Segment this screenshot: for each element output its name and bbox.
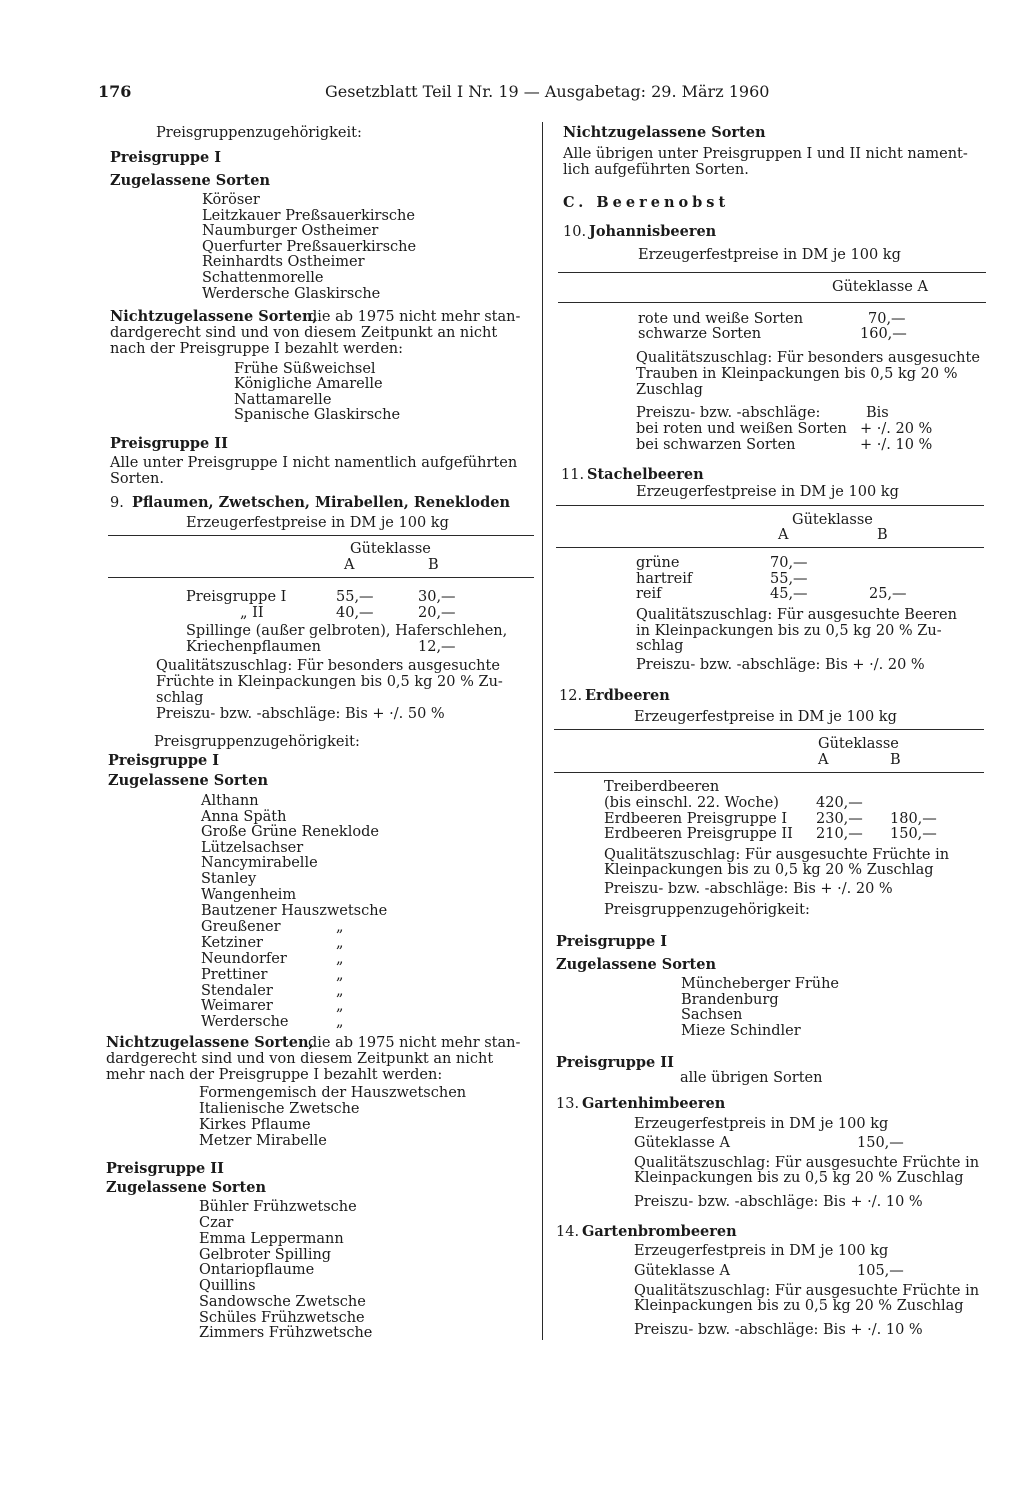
list-item: Stendaler [201,983,273,999]
table-cell: 210,— [816,826,863,842]
list-item: Sandowsche Zwetsche [199,1294,366,1310]
list-item: Mieze Schindler [681,1023,801,1039]
table-row-label: rote und weiße Sorten [638,311,804,327]
list-item: Naumburger Ostheimer [202,223,379,239]
table-row-label: „ II [240,605,264,621]
paragraph-line: Qualitätszuschlag: Für besonders ausgesuchte [156,658,500,674]
table-rule [558,272,986,273]
paragraph-line: Alle übrigen unter Preisgruppen I und II nicht nament- [563,146,968,162]
price-unit-caption: Erzeugerfestpreise in DM je 100 kg [634,709,897,725]
page-number: 176 [98,82,132,101]
price-group-2-heading: Preisgruppe II [110,435,228,452]
paragraph-line: die ab 1975 nicht mehr stan- [308,1035,521,1051]
ditto-mark: „ [336,998,344,1014]
ditto-mark: „ [336,919,344,935]
page-header-title: Gesetzblatt Teil I Nr. 19 — Ausgabetag: 29. März 1960 [325,82,770,101]
section-title: Erdbeeren [585,687,670,704]
section-c-heading: C. Beerenobst [563,194,730,211]
column-header-b: B [890,752,901,768]
surcharge-line: Preiszu- bzw. -abschläge: Bis + ·/. 50 % [156,706,445,722]
list-item: Wangenheim [201,887,297,903]
section-title: Gartenbrombeeren [582,1223,737,1240]
list-item: Schüles Frühzwetsche [199,1310,365,1326]
approved-varieties-heading: Zugelassene Sorten [110,172,271,189]
not-approved-heading: Nichtzugelassene Sorten, [110,308,318,325]
paragraph-line: schlag [156,690,204,706]
paragraph-line: nach der Preisgruppe I bezahlt werden: [110,341,404,357]
ditto-mark: „ [336,935,344,951]
surcharge-value: + ·/. 10 % [860,437,933,453]
list-item: Brandenburg [681,992,779,1008]
column-header-a: A [778,527,789,543]
list-item: Czar [199,1215,234,1231]
price-group-2-heading: Preisgruppe II [106,1160,224,1177]
table-cell: 20,— [418,605,456,621]
list-item: Greußener [201,919,281,935]
list-item: Gelbroter Spilling [199,1247,332,1263]
list-item: Bühler Frühzwetsche [199,1199,357,1215]
table-rule [554,729,984,730]
surcharge-value: + ·/. 20 % [860,421,933,437]
table-rule [108,577,534,578]
table-cell: 180,— [890,811,937,827]
table-row-label: schwarze Sorten [638,326,762,342]
table-row-label: reif [636,586,662,602]
list-item: Ketziner [201,935,263,951]
list-item: Metzer Mirabelle [199,1133,327,1149]
table-row-label: Spillinge (außer gelbroten), Haferschlehen, [186,623,508,639]
paragraph-line: Alle unter Preisgruppe I nicht namentlich aufgeführten [110,455,518,471]
table-cell: 55,— [770,571,808,587]
column-header-a: A [818,752,829,768]
paragraph-line: alle übrigen Sorten [680,1070,823,1086]
section-title: Pflaumen, Zwetschen, Mirabellen, Renekloden [132,494,510,511]
paragraph-line: Trauben in Kleinpackungen bis 0,5 kg 20 % [636,366,958,382]
list-item: Stanley [201,871,257,887]
paragraph-line: Sorten. [110,471,164,487]
paragraph-line: Kleinpackungen bis zu 0,5 kg 20 % Zuschlag [604,862,934,878]
list-item: Anna Späth [201,809,287,825]
section-number: 11. [561,467,585,483]
column-divider [542,122,543,1340]
surcharge-line: Preiszu- bzw. -abschläge: Bis + ·/. 10 % [634,1322,923,1338]
table-rule [556,547,984,548]
surcharge-line: Preiszu- bzw. -abschläge: Bis + ·/. 20 % [604,881,893,897]
list-item: Bautzener Hauszwetsche [201,903,388,919]
list-item: Müncheberger Frühe [681,976,840,992]
section-title: Gartenhimbeeren [582,1095,726,1112]
section-title: Johannisbeeren [589,223,717,240]
section-number: 13. [556,1096,580,1112]
paragraph-line: dardgerecht sind und von diesem Zeitpunkt an nicht [110,325,498,341]
list-item: Quillins [199,1278,256,1294]
table-row-label: Erdbeeren Preisgruppe II [604,826,793,842]
section-number: 14. [556,1224,580,1240]
list-item: Prettiner [201,967,268,983]
price-unit-caption: Erzeugerfestpreise in DM je 100 kg [186,515,449,531]
list-item: Querfurter Preßsauerkirsche [202,239,417,255]
list-item: Sachsen [681,1007,743,1023]
price-unit-caption: Erzeugerfestpreise in DM je 100 kg [638,247,901,263]
section-number: 9. [110,495,124,511]
ditto-mark: „ [336,967,344,983]
table-rule [556,505,984,506]
paragraph-line: Qualitätszuschlag: Für ausgesuchte Früchte in [634,1283,980,1299]
quality-class-heading: Güteklasse [350,541,431,557]
quality-class-heading: Güteklasse [792,512,873,528]
table-row-label: Preisgruppe I [186,589,287,605]
price-group-title: Preisgruppenzugehörigkeit: [156,125,362,141]
table-cell: 25,— [869,586,907,602]
surcharge-label: bei roten und weißen Sorten [636,421,847,437]
paragraph-line: dardgerecht sind und von diesem Zeitpunkt an nicht [106,1051,494,1067]
paragraph-line: Zuschlag [636,382,703,398]
table-row-label: Erdbeeren Preisgruppe I [604,811,788,827]
quality-class-label: Güteklasse A [634,1263,730,1279]
table-cell: 70,— [868,311,906,327]
paragraph-line: Kleinpackungen bis zu 0,5 kg 20 % Zuschlag [634,1170,964,1186]
list-item: Reinhardts Ostheimer [202,254,365,270]
price-group-1-heading: Preisgruppe I [110,149,222,166]
paragraph-line: Kleinpackungen bis zu 0,5 kg 20 % Zuschlag [634,1298,964,1314]
table-cell: 45,— [770,586,808,602]
table-rule [108,535,534,536]
table-cell: 420,— [816,795,863,811]
not-approved-heading: Nichtzugelassene Sorten [563,124,766,141]
table-cell: 12,— [418,639,456,655]
price-group-1-heading: Preisgruppe I [108,752,220,769]
list-item: Weimarer [201,998,273,1014]
table-cell: 55,— [336,589,374,605]
quality-class-label: Güteklasse A [634,1135,730,1151]
column-header-b: B [877,527,888,543]
paragraph-line: Qualitätszuschlag: Für besonders ausgesuchte [636,350,980,366]
paragraph-line: in Kleinpackungen bis zu 0,5 kg 20 % Zu- [636,623,942,639]
section-title: Stachelbeeren [587,466,704,483]
list-item: Ontariopflaume [199,1262,315,1278]
table-row-label: (bis einschl. 22. Woche) [604,795,779,811]
surcharge-label: bei schwarzen Sorten [636,437,796,453]
list-item: Königliche Amarelle [234,376,383,392]
list-item: Emma Leppermann [199,1231,344,1247]
price-group-title: Preisgruppenzugehörigkeit: [154,734,360,750]
quality-class-heading: Güteklasse [818,736,899,752]
list-item: Schattenmorelle [202,270,324,286]
list-item: Spanische Glaskirsche [234,407,401,423]
quality-class-heading: Güteklasse A [832,279,928,295]
price-unit-caption: Erzeugerfestpreis in DM je 100 kg [634,1243,889,1259]
table-rule [558,302,986,303]
price-value: 150,— [857,1135,904,1151]
table-cell: 160,— [860,326,907,342]
table-row-label: Kriechenpflaumen [186,639,321,655]
ditto-mark: „ [336,983,344,999]
list-item: Althann [201,793,259,809]
paragraph-line: mehr nach der Preisgruppe I bezahlt werden: [106,1067,443,1083]
list-item: Werdersche Glaskirsche [202,286,381,302]
table-rule [554,772,984,773]
list-item: Köröser [202,192,260,208]
surcharge-line: Preiszu- bzw. -abschläge: Bis + ·/. 10 % [634,1194,923,1210]
section-number: 12. [559,688,583,704]
surcharge-label: Preiszu- bzw. -abschläge: [636,405,821,421]
price-group-title: Preisgruppenzugehörigkeit: [604,902,810,918]
paragraph-line: lich aufgeführten Sorten. [563,162,749,178]
table-cell: 70,— [770,555,808,571]
paragraph-line: Qualitätszuschlag: Für ausgesuchte Beeren [636,607,957,623]
price-unit-caption: Erzeugerfestpreis in DM je 100 kg [634,1116,889,1132]
list-item: Lützelsachser [201,840,304,856]
column-header-b: B [428,557,439,573]
section-number: 10. [563,224,587,240]
not-approved-heading: Nichtzugelassene Sorten, [106,1034,314,1051]
ditto-mark: „ [336,951,344,967]
list-item: Kirkes Pflaume [199,1117,311,1133]
list-item: Werdersche [201,1014,289,1030]
approved-varieties-heading: Zugelassene Sorten [556,956,717,973]
list-item: Leitzkauer Preßsauerkirsche [202,208,415,224]
table-row-label: grüne [636,555,680,571]
price-value: 105,— [857,1263,904,1279]
paragraph-line: Qualitätszuschlag: Für ausgesuchte Früchte in [604,847,950,863]
list-item: Nattamarelle [234,392,332,408]
price-unit-caption: Erzeugerfestpreise in DM je 100 kg [636,484,899,500]
paragraph-line: Qualitätszuschlag: Für ausgesuchte Früchte in [634,1155,980,1171]
column-header-a: A [344,557,355,573]
table-cell: 30,— [418,589,456,605]
table-cell: 40,— [336,605,374,621]
table-row-label: Treiberdbeeren [604,779,720,795]
list-item: Nancymirabelle [201,855,318,871]
list-item: Formengemisch der Hauszwetschen [199,1085,467,1101]
price-group-2-heading: Preisgruppe II [556,1054,674,1071]
surcharge-value: Bis [866,405,889,421]
paragraph-line: schlag [636,638,684,654]
table-cell: 230,— [816,811,863,827]
paragraph-line: Früchte in Kleinpackungen bis 0,5 kg 20 % Zu- [156,674,503,690]
table-cell: 150,— [890,826,937,842]
approved-varieties-heading: Zugelassene Sorten [108,772,269,789]
list-item: Zimmers Frühzwetsche [199,1325,373,1341]
ditto-mark: „ [336,1014,344,1030]
price-group-1-heading: Preisgruppe I [556,933,668,950]
table-row-label: hartreif [636,571,693,587]
list-item: Italienische Zwetsche [199,1101,360,1117]
approved-varieties-heading: Zugelassene Sorten [106,1179,267,1196]
paragraph-line: die ab 1975 nicht mehr stan- [308,309,521,325]
list-item: Große Grüne Reneklode [201,824,379,840]
list-item: Frühe Süßweichsel [234,361,376,377]
surcharge-line: Preiszu- bzw. -abschläge: Bis + ·/. 20 % [636,657,925,673]
list-item: Neundorfer [201,951,287,967]
